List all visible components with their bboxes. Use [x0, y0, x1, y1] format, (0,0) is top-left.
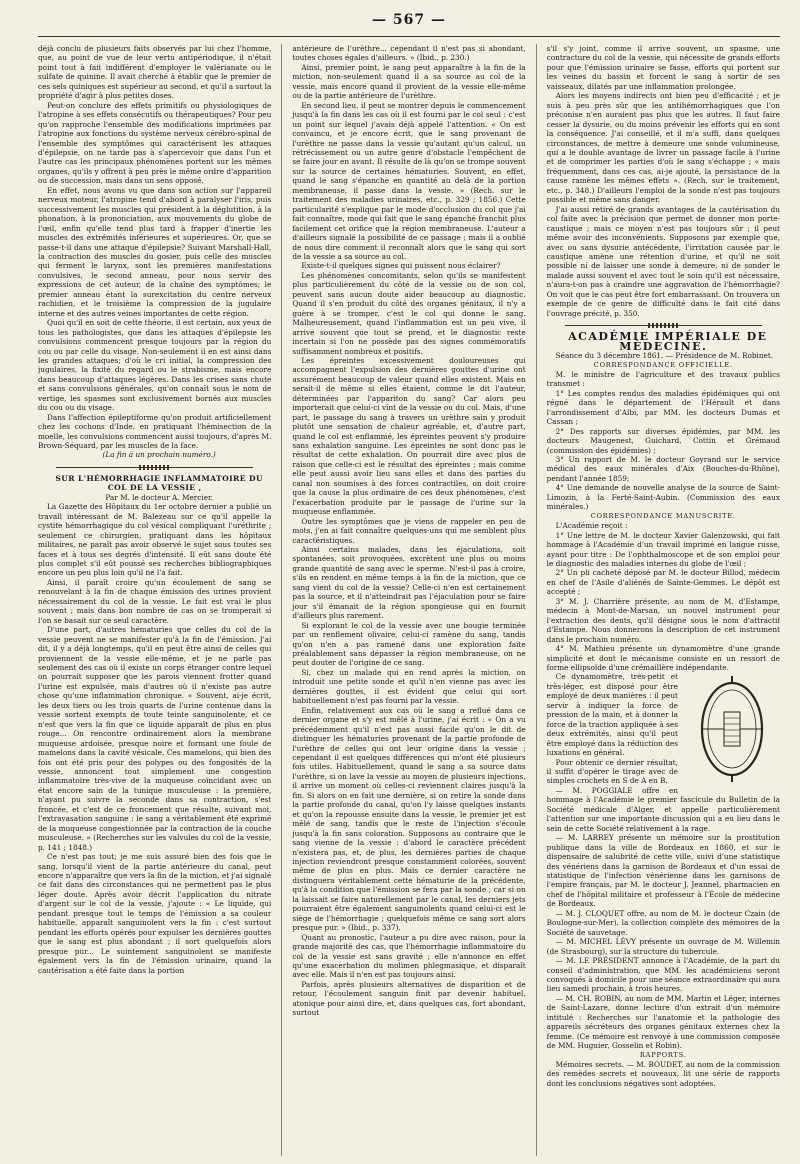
manuscript-correspondence-heading: CORRESPONDANCE MANUSCRITE. [590, 511, 736, 520]
page-number: — 567 — [372, 12, 446, 28]
dynamometer-illustration [684, 674, 780, 784]
paragraph: — M. LE PRÉSIDENT annonce à l'Académie, de la part du conseil d'administration, que MM. les académiciens seront convoqués à domicile pour une séance extraordinaire qui aura lieu samedi prochain, à trois heures. [546, 956, 780, 994]
paragraph: En effet, nous avons vu que dans son action sur l'appareil nerveux moteur, l'atropine tend d'abord à paralyser l'iris, puis successivement les muscles qui président à la déglutition, à la phonation, à la prononciation, aux mouvements du globe de l'œil, enfin qu'elle tend plus tard à frapper d'inertie les muscles des extrémités inférieures et supérieures. Or, que se passe-t-il dans une attaque d'épilepsie? Suivant Marshall-Hall, la contraction des muscles du gosier, puis celle des muscles qui ferment le larynx, sont les premières manifestations convulsives, le second anneau, pour nous servir des expressions de cet auteur, de la chaîne des symptômes; le premier anneau étant la surexcitation du centre nerveux rachidien, et le troisième la compression de la jugulaire interne et des autres veines importantes de cette région. [38, 185, 272, 318]
paragraph: 4° Une demande de nouvelle analyse de la source de Saint-Limozin, à la Ferté-Saint-Aubin. (Commission des eaux minérales.) [546, 483, 780, 512]
paragraph: 3° Un rapport de M. le docteur Goyrand sur le service médical des eaux minérales d'Aix (Bouches-du-Rhône), pendant l'année 1859; [546, 455, 780, 483]
paragraph: Ainsi certains malades, dans les éjaculations, soit spontanées, soit provoquées, excrètent une plus ou moins grande quantité de sang avec le sperme. N'est-il pas à croire, s'ils en rendent en même temps à la fin de la miction, que ce sang vient du col de la vessie? Celle-ci n'en est certainement pas la source, et il n'atteindrait pas l'éjaculation pour se faire jour s'il émanait de la région spongieuse qui en fournit d'ailleurs plus rarement. [292, 545, 526, 621]
official-correspondence-heading: CORRESPONDANCE OFFICIELLE. [593, 360, 733, 369]
reports-heading: RAPPORTS. [639, 1050, 687, 1059]
paragraph: — M. MICHEL LÉVY présente un ouvrage de M. Willemin (de Strasbourg), sur la structure du tubercule. [546, 937, 780, 956]
text-columns [38, 44, 780, 1156]
article-title: SUR L'HÉMORRHAGIE INFLAMMATOIRE DU COL DE LA VESSIE , [55, 473, 263, 493]
paragraph: Quoi qu'il en soit de cette théorie, il est certain, aux yeux de tous les pathologistes, que dans les attaques d'épilepsie les convulsions commencent presque toujours par la région du cou ou par celle du visage. Non-seulement il en est ainsi dans les grandes attaques; d'où le cri initial, la compression des jugulaires, la fixité du regard ou le strabisme, mais encore dans beaucoup d'attaques légères. Dans les crises sans chute et sans convulsions générales, qu'on connaît sous le nom de vertige, les spasmes sont exclusivement bornés aux muscles du cou ou du visage. [38, 318, 272, 413]
paragraph: M. le ministre de l'agriculture et des travaux publics transmet : [546, 369, 780, 389]
paragraph: déjà conclu de plusieurs faits observés par lui chez l'homme, que, au point de vue de leur vertu antipériodique, il n'était point tout à fait indifférent d'employer le valérianate ou le sulfate de quinine. Il avait cherché à établir que le premier de ces sels quiniques est supérieur au second, et qu'il a surtout la propriété d'agir à plus petites doses. [38, 44, 272, 101]
paragraph: 1° Les comptes rendus des maladies épidémiques qui ont régné dans le département de l'Hérault et dans l'arrondissement d'Albi, par MM. les docteurs Dumas et Cassan ; [546, 388, 780, 427]
session-line: Séance du 3 décembre 1861. — Présidence de M. Robinet. [555, 351, 774, 361]
paragraph: D'une part, d'autres hématuries que celles du col de la vessie peuvent ne se manifester qu'à la fin de l'émission. J'ai dit, il y a déjà longtemps, qu'il en peut être ainsi de celles qui proviennent de la vessie elle-même, et je ne parle pas seulement des cas où il existe un corps étranger contre lequel on pourrait supposer que les parois viennent frotter quand l'urine est expulsée, mais d'autres où il n'existe pas autre chose qu'une inflammation chronique. « Souvent, ai-je écrit, les deux tiers ou les trois quarts de l'urine contenue dans la vessie sortent exempts de toute teinte sanguinolente, et ce n'est que vers la fin que ce liquide apparaît de plus en plus rouge... On rencontre ordinairement alors la membrane muqueuse ardoisée, presque noire et formant une foule de mamelons dans la cavité vésicale. Ces mamelons, qui bien des fois ont été pris pour des polypes ou des fongosités de la vessie, annoncent tout simplement une congestion inflammatoire très-vive de la muqueuse coïncidant avec un état encore sain de la tunique musculeuse : la première, n'ayant pu suivre la seconde dans sa contraction, s'est froncée, et c'est de ce froncement que résulte, suivant moi, l'extravasation sanguine : le sang a véritablement été exprimé de la muqueuse congestionnée par la contraction de la couche musculeuse. » (Recherches sur les valvules du col de la vessie, p. 141 ; 1848.) [38, 625, 272, 852]
column-2 [281, 44, 525, 1156]
paragraph: 1° Une lettre de M. le docteur Xavier Galenzowski, qui fait hommage à l'Académie d'un travail imprimé en langue russe, ayant pour titre : De l'ophthalmoscope et de son emploi pour le diagnostic des maladies internes du globe de l'œil ; [546, 530, 780, 569]
section-divider [565, 322, 762, 329]
paragraph: Ainsi, il paraît croire qu'un écoulement de sang se renouvelant à la fin de chaque émission des urines provient nécessairement du col de la vessie. Le fait est vrai le plus souvent ; mais dans bon nombre de cas on se tromperait si l'on se basait sur ce seul caractère. [38, 577, 272, 625]
paragraph: L'Académie reçoit : [555, 521, 628, 531]
paragraph: s'il s'y joint, comme il arrive souvent, un spasme, une contracture du col de la vessie, qui nécessite de grands efforts pour que l'émission urinaire se fasse, efforts qui portent sur les veines du bassin et forcent le sang à sortir de ses vaisseaux, dilatés par une inflammation prolongée. [546, 44, 780, 91]
section-divider [56, 464, 253, 471]
paragraph: Mémoires secrets. — M. BOUDET, au nom de la commission des remèdes secrets et nouveaux, lit une série de rapports dont les conclusions négatives sont adoptées. [546, 1060, 780, 1088]
article-byline: Par M. le docteur A. Mercier. [105, 492, 213, 502]
paragraph: Quant au pronostic, l'auteur a pu dire avec raison, pour la grande majorité des cas, que l'hémorrhagie inflammatoire du col de la vessie est sans gravité ; elle n'annonce en effet qu'une exacerbation du molimen phlegmasique, et disparaît avec elle. Mais il n'en est pas toujours ainsi. [292, 932, 526, 980]
academy-heading: ACADÉMIE IMPÉRIALE DE MÉDECINE. [568, 330, 768, 353]
paragraph: Alors les moyens indirects ont bien peu d'efficacité ; et je suis à peu près sûr que les antihémorrhagiques que l'on préconise n'en auraient pas plus que les autres. Il faut faire cesser la dysurie, ou du moins prévenir les efforts qui en sont la conséquence. J'ai conseillé, et il m'a suffi, dans quelques circonstances, de mettre à demeure une sonde volumineuse, qui a le double avantage de livrer un passage facile à l'urine et de comprimer les parties d'où le sang s'échappe ; « mais fréquemment, dans ces cas, ai-je ajouté, la persistance de la cause ramène les mêmes effets ». (Rech. sur le traitement, etc., p. 348.) D'ailleurs l'emploi de la sonde n'est pas toujours possible et même sans danger. [546, 91, 780, 205]
paragraph: Peut-on conclure des effets primitifs ou physiologiques de l'atropine à ses effets consécutifs ou thérapeutiques? Pour peu qu'on rapproche l'ensemble des modifications imprimées par l'atropine aux fonctions du système nerveux cérébro-spinal de l'ensemble des symptômes qui caractérisent les attaques d'épilepsie, on ne tarde pas à s'apercevoir que dans l'un et l'autre cas les principaux phénomènes portent sur les mêmes organes, qu'ils y offrent à peu près le même ordre d'apparition ou de succession, mais dans un sens opposé. [38, 100, 272, 186]
paragraph: Existe-t-il quelques signes qui puissent nous éclairer? [301, 261, 501, 271]
paragraph: Ainsi, premier point, le sang peut apparaître à la fin de la miction, non-seulement quand il a sa source au col de la vessie, mais encore quand il provient de la vessie elle-même ou de la partie antérieure de l'urèthre. [292, 62, 526, 101]
paragraph: J'ai aussi retiré de grands avantages de la cautérisation du col faite avec la précision que permet de donner mon porte-caustique ; mais ce moyen n'est pas toujours sûr ; il peut même avoir des inconvénients. Supposons par exemple que, avec ou sans dysurie antécédente, l'irritation causée par le caustique amène une rétention d'urine, et qu'il ne soit possible ni de laisser une sonde à demeure, ni de sonder le malade aussi souvent et avec tout le soin qu'il est nécessaire, n'aura-t-on pas à craindre une aggravation de l'hémorrhagie? On voit que le cas peut être fort embarrassant. On trouvera un exemple de ce genre de difficulté dans le fait cité dans l'ouvrage précité, p. 350. [546, 204, 780, 318]
paragraph: Ce dynamomètre, très-petit et très-léger, est disposé pour être employé de deux manières : il peut servir à indiquer la force de pression de la main, et à donner la force de la traction appliquée à ses deux extrémités, ainsi qu'il peut être employé dans la réduction des luxations en général. [546, 672, 678, 758]
paragraph: Les phénomènes concomitants, selon qu'ils se manifestent plus particulièrement du côté de la vessie ou de son col, peuvent sans aucun doute aider beaucoup au diagnostic. Quand il s'en produit du côté des organes génitaux, il n'y a guère à se tromper, c'est le col qui donne le sang. Malheureusement, quand l'inflammation est un peu vive, il arrive souvent que tout se prend, et le diagnostic reste incertain si l'on ne possède pas des signes commémoratifs suffisamment nombreux et positifs. [292, 270, 526, 356]
dynamometer-figure [684, 674, 780, 784]
paragraph: Dans l'affection épileptiforme qu'on produit artificiellement chez les cochons d'Inde, en pratiquant l'hémisection de la moelle, les convulsions commencent aussi toujours, d'après M. Brown-Séquard, par les muscles de la face. [38, 412, 272, 451]
paragraph: 2° Un pli cacheté déposé par M. le docteur Billod, médecin en chef de l'Asile d'aliénés de Sainte-Gemmes. Le dépôt est accepté ; [546, 568, 780, 597]
paragraph: antérieure de l'urèthre... cependant il n'est pas si abondant, toutes choses égales d'ailleurs. » (Ibid., p. 230.) [292, 44, 526, 63]
paragraph: — M. J. CLOQUET offre, au nom de M. le docteur Czain (de Boulogne-sur-Mer), la collection complète des mémoires de la Société de sauvetage. [546, 908, 780, 937]
paragraph: 4° M. Mathieu présente un dynamomètre d'une grande simplicité et dont le mécanisme consiste en un ressort de forme ellipsoïde d'une crémaillère indépendante. [546, 644, 780, 672]
paragraph: Les épreintes excessivement douloureuses qui accompagnent l'expulsion des dernières gouttes d'urine ont assurément beaucoup de valeur quand elles existent. Mais en serait-il de même si elles étaient, comme le dit l'auteur, déterminées par l'appariton du sang? Car alors peu importerait que celui-ci vînt de la vessie ou du col. Mais, d'une part, le passage du sang à travers un urèthre sain y produit plutôt une sensation de chaleur agréable, et, d'autre part, quand le col est enflammé, les épreintes peuvent s'y produire sans exhalation sanguine. Les épreintes ne sont donc pas le résultat de cette exhalation. On pourrait dire avec plus de raison que celle-ci est le résultat des épreintes ; mais comme elle peut aussi avoir lieu sans elles et dans des parties du canal non soumises à des forces contractiles, on doit croire que la cause la plus ordinaire de ces deux phénomènes, c'est l'exacerbation produite par le passage de l'urine sur la muqueuse enflammée. [292, 355, 526, 517]
paragraph: 2° Des rapports sur diverses épidémies, par MM. les docteurs Maugenest, Guichard, Cottin et Grémaud (commission des épidémies) ; [546, 426, 780, 455]
paragraph: Parfois, après plusieurs alternatives de disparition et de retour, l'écoulement sanguin finit par devenir habituel, atonique pour ainsi dire, et, dans quelques cas, fort abondant, surtout [292, 979, 526, 1018]
paragraph: Enfin, relativement aux cas où le sang a reflué dans ce dernier organe et s'y est mêlé à l'urine, j'ai écrit : « On a vu précédemment qu'il n'est pas aussi facile qu'on le dit de distinguer les hématuries provenant de la partie profonde de l'urèthre de celles qui ont leur origine dans la vessie ; cependant il est quelques différences qui m'ont été plusieurs fois utiles. Habituellement, quand le sang a sa source dans l'urèthre, si on lave la vessie au moyen de plusieurs injections, il arrive un moment où celles-ci reviennent claires jusqu'à la fin. Si alors on en fait une dernière, si on retire la sonde dans la partie profonde du canal, qu'on l'y laisse quelques instants et qu'on la repousse ensuite dans la vessie, le premier jet est mêlé de sang, tandis que le reste de l'injection s'écoule jusqu'à la fin sans coloration. Supposons au contraire que le sang vienne de la vessie : d'abord le caractère précédent n'existera pas, et, de plus, les dernières parties de chaque injection reviendront presque constamment colorées, souvent même de plus en plus. Mais ce dernier caractère ne distinguera véritablement cette hématurie de la précédente, qu'à la condition que l'émission se fera par la sonde ; car si on la laissait se faire naturellement par le canal, les derniers jets pourraient être également sanguinolents quand celui-ci est le siège de l'hémorrhagie ; quelquefois même ce sang sort alors presque pur. » (Ibid., p. 337). [292, 705, 526, 933]
paragraph: — M. CH. ROBIN, au nom de MM. Martin et Léger, internes de Saint-Lazare, donne lecture d'un extrait d'un mémoire intitulé : Recherches sur l'anatomie et la pathologie des appareils sécréteurs des organes génitaux externes chez la femme. (Ce mémoire est renvoyé à une commission composée de MM. Huguier, Gosselin et Robin). [546, 993, 780, 1051]
paragraph: Outre les symptômes que je viens de rappeler en peu de mots, j'en ai fait connaître quelques-uns qui me semblent plus caractéristiques. [292, 516, 526, 545]
paragraph: Si, chez un malade qui en rend après la miction, on introduit une petite sonde et qu'il n'en vienne pas avec les dernières gouttes, il est évident que celui qui sort habituellement n'est pas fourni par la vessie. [292, 667, 526, 706]
column-1 [38, 44, 271, 1156]
paragraph: 3° M. J. Charrière présente, au nom de M. d'Estampe, médecin à Mont-de-Marsan, un nouvel instrument pour l'extraction des dents, qu'il désigne sous le nom d'attractif d'Estampe. Nous donnerons la description de cet instrument dans le prochain numéro. [546, 596, 780, 644]
paragraph: Pour obtenir ce dernier résultat, il suffit d'opérer le tirage avec de simples crochets en S de A en B. [546, 757, 678, 786]
paragraph: Ce n'est pas tout; je me suis assuré bien des fois que le sang, lorsqu'il vient de la partie antérieure du canal, peut encore n'apparaître que vers la fin de la miction, et j'ai signalé ce fait dans des circonstances qui ne permettent pas le plus léger doute. Après avoir décrit l'application du nitrate d'argent sur le col de la vessie, j'ajoute : « Le liquide, qui pendant presque tout le temps de l'émission a sa couleur habituelle, apparaît sanguinolent vers la fin : c'est surtout pendant les efforts opérés pour expulser les dernières gouttes que le sang est plus abondant ; il sort quelquefois alors presque pur... Le suintement sanguinolent se manifeste également vers la fin de l'émission urinaire, quand la cautérisation a été faite dans la portion [38, 852, 272, 975]
paragraph: — M. POGGIALE offre en hommage à l'Académie le premier fascicule du Bulletin de la Société médicale d'Alger, et appelle particulièrement l'attention sur une importante discussion qui a eu lieu dans le sein de cette Société relativement à la rage. [546, 785, 780, 833]
continued-note: (La fin à un prochain numéro.) [102, 450, 216, 460]
paragraph: Si explorant le col de la vessie avec une bougie terminée par un renflement olivaire, celui-ci ramène du sang, tandis qu'on n'en a pas ramené dans une exploration faite préalablement sans dépasser la région membraneuse, on ne peut douter de l'origine de ce sang. [292, 620, 526, 668]
page-header [38, 10, 780, 37]
paragraph: — M. LARREY présente un mémoire sur la prostitution publique dans la ville de Bordeaux en 1860, et sur le dispensaire de salubrité de cette ville, suivi d'une statistique des vénériens dans la garnison de Bordeaux et d'un essai de statistique de l'infection vénérienne dans les garnisons de l'empire français, par M. le docteur J. Jeannel, pharmacien en chef de l'hôpital militaire et professeur à l'École de médecine de Bordeaux. [546, 833, 780, 909]
paragraph: La Gazette des Hôpitaux du 1er octobre dernier a publié un travail intéressant de M. Balezeau sur ce qu'il appelle la cystite hémorrhagique du col vésical compliquant l'uréthrite ; seulement ce chirurgien, pratiquant dans les hôpitaux militaires, ne paraît pas avoir observé le sujet sous toutes ses faces et à tous ses degrés d'intensité. Il eût sans doute été plus complet s'il eût poussé ses recherches bibliographiques encore un peu plus loin qu'il ne l'a fait. [38, 502, 272, 578]
paragraph: En second lieu, il peut se montrer depuis le commencement jusqu'à la fin dans les cas où il est fourni par le col seul : c'est un point sur lequel j'avais déjà appelé l'attention. « On est convaincu, et je encore écrit, que le sang provenant de l'urèthre ne passe dans la vessie qu'autant qu'un calcul, un rétrécissement ou un autre genre d'obstacle l'empêchent de se faire jour en avant. Il résulte de là qu'on se trompe souvent sur la source de certaines hématuries. Souvent, en effet, quand le sang s'épanche en quantité au delà de la portion membraneuse, il passe dans la vessie. » (Rech. sur le traitement des maladies urinaires, etc., p. 329 ; 1856.) Cette particularité s'explique par le mode d'occlusion du col que j'ai fait connaître, mode qui fait que le sang épanché franchit plus facilement cet orifice que la région membraneuse. L'auteur a d'ailleurs signalé la possibilité de ce passage ; mais il a oublié de nous dire comment il reconnaît alors que le sang qui sort de la vessie a sa source au col. [292, 100, 526, 261]
column-3 [536, 44, 780, 1156]
